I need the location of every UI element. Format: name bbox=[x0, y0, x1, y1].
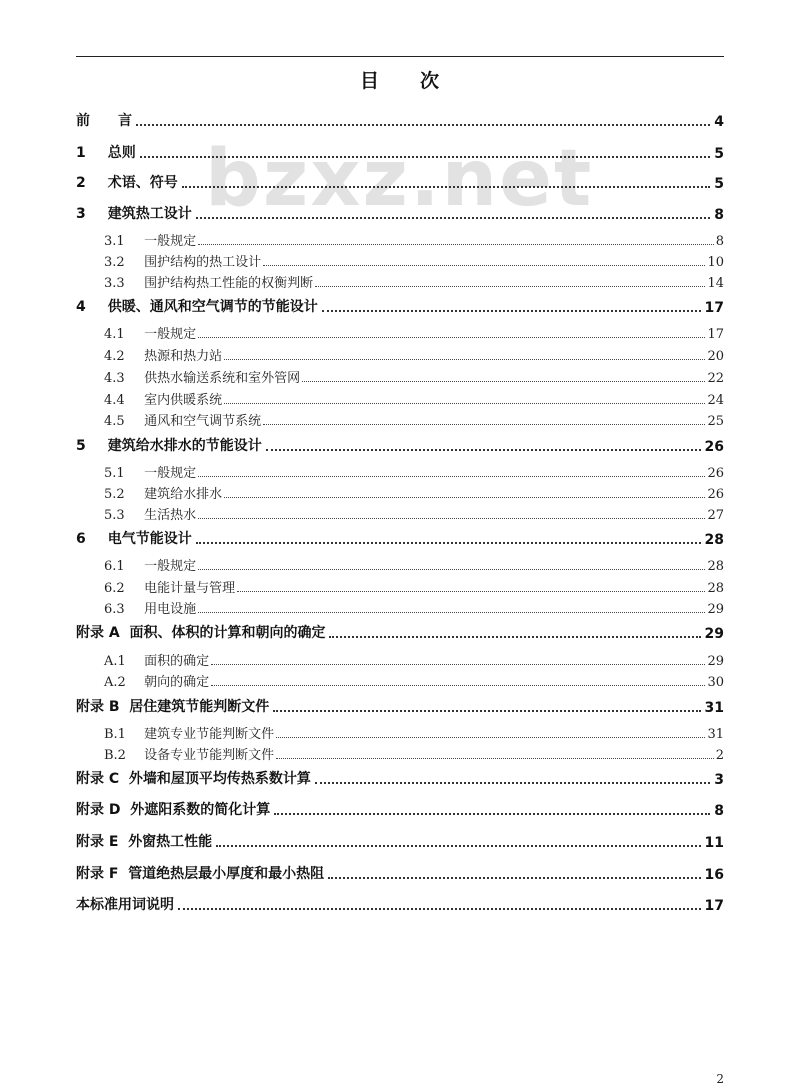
toc-page-number: 29 bbox=[707, 602, 724, 617]
toc-page-number: 8 bbox=[714, 207, 724, 223]
toc-entry-label: 一般规定 bbox=[144, 466, 197, 481]
toc-subentry bbox=[104, 597, 724, 617]
toc-entry-number: 6.3 bbox=[104, 602, 125, 617]
toc-entry-label: 围护结构热工性能的权衡判断 bbox=[144, 276, 314, 291]
toc-page-number: 26 bbox=[704, 439, 724, 455]
toc-subentry bbox=[104, 576, 724, 596]
toc-entry-title bbox=[104, 671, 209, 690]
toc-entry-number: 3 bbox=[76, 206, 86, 222]
toc-page-number: 14 bbox=[707, 276, 724, 291]
toc-entry-title bbox=[104, 272, 313, 291]
toc-entry-label: 本标准用词说明 bbox=[76, 897, 174, 913]
toc-page-number: 29 bbox=[707, 654, 724, 669]
toc-entry-number: 4.5 bbox=[104, 414, 125, 429]
toc-entry bbox=[76, 172, 724, 192]
toc-leader-dots bbox=[216, 845, 700, 847]
toc-entry-title bbox=[76, 172, 178, 192]
toc-entry-number: 6.1 bbox=[104, 559, 125, 574]
toc-entry-label: 一般规定 bbox=[144, 234, 197, 249]
toc-leader-dots bbox=[211, 664, 705, 665]
toc-entry-title bbox=[104, 462, 196, 481]
toc-subentry bbox=[104, 743, 724, 763]
toc-leader-dots bbox=[198, 337, 705, 338]
toc-entry bbox=[76, 768, 724, 788]
toc-page-number: 3 bbox=[714, 772, 724, 788]
toc-leader-dots bbox=[198, 518, 705, 519]
toc-subentry bbox=[104, 271, 724, 291]
toc-page-number: 24 bbox=[707, 393, 724, 408]
toc-subentry bbox=[104, 409, 724, 429]
toc-entry-label: 建筑给水排水的节能设计 bbox=[107, 438, 262, 454]
toc-entry-label: 前 言 bbox=[76, 113, 132, 129]
toc-subentry bbox=[104, 649, 724, 669]
toc-entry-label: 室内供暖系统 bbox=[144, 393, 223, 408]
toc-entry bbox=[76, 435, 724, 455]
toc-subentry bbox=[104, 366, 724, 386]
toc-entry-label: 术语、符号 bbox=[107, 175, 178, 191]
toc-page-number: 17 bbox=[704, 300, 724, 316]
toc-entry-label: 建筑给水排水 bbox=[144, 487, 223, 502]
toc-entry-number: 3.2 bbox=[104, 255, 125, 270]
toc-leader-dots bbox=[302, 381, 705, 382]
toc-leader-dots bbox=[266, 449, 701, 451]
toc-subentry bbox=[104, 250, 724, 270]
toc-subentry bbox=[104, 229, 724, 249]
toc-entry-number: 5.3 bbox=[104, 508, 125, 523]
toc-page-number: 29 bbox=[704, 626, 724, 642]
toc-page-number: 26 bbox=[707, 487, 724, 502]
toc-page-number: 28 bbox=[707, 559, 724, 574]
toc-entry-title bbox=[76, 110, 132, 130]
toc-entry-label: 热源和热力站 bbox=[144, 349, 223, 364]
toc-leader-dots bbox=[315, 286, 705, 287]
toc-entry-title bbox=[76, 142, 136, 162]
toc-entry-number: 附录 E bbox=[76, 834, 119, 850]
toc-entry-number: 附录 B bbox=[76, 699, 120, 715]
toc-entry-title bbox=[76, 435, 262, 455]
toc-entry-number: 4 bbox=[76, 299, 86, 315]
toc-page-number: 5 bbox=[714, 146, 724, 162]
toc-entry bbox=[76, 831, 724, 851]
toc-entry-title bbox=[104, 555, 196, 574]
toc-entry-title bbox=[104, 744, 274, 763]
toc-entry-title bbox=[104, 323, 196, 342]
toc-leader-dots bbox=[237, 591, 705, 592]
toc-entry-title bbox=[76, 203, 192, 223]
toc-entry bbox=[76, 203, 724, 223]
toc-entry-label: 用电设施 bbox=[144, 602, 197, 617]
toc-page-number: 11 bbox=[704, 835, 724, 851]
toc-page-number: 17 bbox=[707, 327, 724, 342]
toc-entry-title bbox=[76, 894, 174, 914]
toc-leader-dots bbox=[273, 710, 700, 712]
toc-entry-number: 3.3 bbox=[104, 276, 125, 291]
toc-page-number: 20 bbox=[707, 349, 724, 364]
toc-entry-title bbox=[104, 389, 222, 408]
toc-entry-title bbox=[76, 696, 269, 716]
toc-leader-dots bbox=[140, 156, 711, 158]
toc-page-number: 31 bbox=[707, 727, 724, 742]
toc-leader-dots bbox=[328, 877, 700, 879]
toc-page-number: 10 bbox=[707, 255, 724, 270]
toc-entry-label: 建筑热工设计 bbox=[107, 206, 192, 222]
toc-entry-number: A.2 bbox=[104, 675, 126, 690]
toc-leader-dots bbox=[198, 244, 714, 245]
toc-entry-number: 附录 F bbox=[76, 866, 119, 882]
toc-entry bbox=[76, 528, 724, 548]
page-number: 2 bbox=[716, 1072, 724, 1086]
toc-page-number: 31 bbox=[704, 700, 724, 716]
toc-entry-title bbox=[76, 622, 325, 642]
toc-entry-label: 供暖、通风和空气调节的节能设计 bbox=[107, 299, 318, 315]
toc-entry bbox=[76, 110, 724, 130]
toc-leader-dots bbox=[198, 569, 705, 570]
toc-entry-label: 外遮阳系数的简化计算 bbox=[130, 802, 271, 818]
toc-entry-label: 设备专业节能判断文件 bbox=[144, 748, 275, 763]
toc-entry-title bbox=[104, 483, 222, 502]
toc-leader-dots bbox=[274, 813, 710, 815]
toc-entry-title bbox=[104, 577, 235, 596]
toc-entry-label: 电气节能设计 bbox=[107, 531, 192, 547]
toc-page-number: 16 bbox=[704, 867, 724, 883]
toc-entry-title bbox=[104, 345, 222, 364]
toc-leader-dots bbox=[276, 758, 714, 759]
toc-entry-number: B.1 bbox=[104, 727, 126, 742]
toc-leader-dots bbox=[276, 737, 705, 738]
toc-page-number: 5 bbox=[714, 176, 724, 192]
toc-entry-number: 5.2 bbox=[104, 487, 125, 502]
toc-entry-label: 通风和空气调节系统 bbox=[144, 414, 262, 429]
toc-entry bbox=[76, 894, 724, 914]
toc-entry-label: 电能计量与管理 bbox=[144, 581, 236, 596]
page-title-left: 目 bbox=[359, 70, 380, 92]
toc-subentry bbox=[104, 388, 724, 408]
toc-entry-number: 附录 D bbox=[76, 802, 121, 818]
toc-entry-title bbox=[104, 230, 196, 249]
toc-entry-title bbox=[104, 367, 300, 386]
toc-entry bbox=[76, 696, 724, 716]
toc-entry-title bbox=[76, 768, 311, 788]
toc-entry-number: 4.1 bbox=[104, 327, 125, 342]
toc-entry-number: 5 bbox=[76, 438, 86, 454]
toc-entry-label: 建筑专业节能判断文件 bbox=[144, 727, 275, 742]
toc-entry-title bbox=[104, 251, 261, 270]
toc-entry-title bbox=[76, 799, 270, 819]
toc-page-number: 28 bbox=[704, 532, 724, 548]
page-title bbox=[0, 66, 800, 93]
toc-entry-title bbox=[104, 723, 274, 742]
toc-subentry bbox=[104, 554, 724, 574]
toc-page-number: 8 bbox=[714, 803, 724, 819]
toc-page-number: 30 bbox=[707, 675, 724, 690]
toc-entry-label: 管道绝热层最小厚度和最小热阻 bbox=[128, 866, 325, 882]
toc-entry-number: A.1 bbox=[104, 654, 126, 669]
toc-leader-dots bbox=[315, 782, 710, 784]
toc-entry bbox=[76, 863, 724, 883]
toc-entry-number: 附录 C bbox=[76, 771, 120, 787]
toc-subentry bbox=[104, 503, 724, 523]
toc-entry-label: 一般规定 bbox=[144, 327, 197, 342]
page-title-right: 次 bbox=[420, 70, 441, 92]
toc-entry-label: 围护结构的热工设计 bbox=[144, 255, 262, 270]
toc-subentry bbox=[104, 722, 724, 742]
watermark: bzxz.net bbox=[205, 134, 594, 224]
toc-leader-dots bbox=[136, 124, 710, 126]
toc-subentry bbox=[104, 461, 724, 481]
toc-entry-number: 6.2 bbox=[104, 581, 125, 596]
toc-leader-dots bbox=[263, 424, 705, 425]
toc-leader-dots bbox=[322, 310, 701, 312]
toc-leader-dots bbox=[198, 612, 705, 613]
toc-entry-label: 面积、体积的计算和朝向的确定 bbox=[129, 625, 326, 641]
toc-entry-number: 4.3 bbox=[104, 371, 125, 386]
toc-entry bbox=[76, 622, 724, 642]
toc-leader-dots bbox=[224, 403, 705, 404]
toc-entry-title bbox=[104, 650, 209, 669]
toc-leader-dots bbox=[224, 359, 705, 360]
toc-leader-dots bbox=[196, 542, 701, 544]
toc-leader-dots bbox=[263, 265, 705, 266]
toc-page-number: 8 bbox=[715, 234, 724, 249]
toc-entry-title bbox=[76, 863, 324, 883]
toc-leader-dots bbox=[329, 636, 700, 638]
toc-entry bbox=[76, 296, 724, 316]
toc-entry-label: 一般规定 bbox=[144, 559, 197, 574]
toc-leader-dots bbox=[211, 685, 705, 686]
toc-entry-label: 朝向的确定 bbox=[144, 675, 210, 690]
toc-leader-dots bbox=[198, 476, 705, 477]
toc-entry-number: 2 bbox=[76, 175, 86, 191]
toc-entry-number: 6 bbox=[76, 531, 86, 547]
toc-entry-title bbox=[76, 528, 192, 548]
header-rule bbox=[76, 56, 724, 57]
toc-leader-dots bbox=[178, 908, 701, 910]
toc-entry-title bbox=[76, 296, 318, 316]
toc-entry-title bbox=[76, 831, 212, 851]
toc-entry-number: 5.1 bbox=[104, 466, 125, 481]
toc-leader-dots bbox=[182, 186, 711, 188]
toc-entry-title bbox=[104, 410, 261, 429]
toc-page-number: 22 bbox=[707, 371, 724, 386]
toc-entry-label: 居住建筑节能判断文件 bbox=[129, 699, 270, 715]
toc-subentry bbox=[104, 482, 724, 502]
toc-entry-number: 4.2 bbox=[104, 349, 125, 364]
toc-entry-number: 3.1 bbox=[104, 234, 125, 249]
toc-entry-label: 外墙和屋顶平均传热系数计算 bbox=[128, 771, 311, 787]
toc-subentry bbox=[104, 670, 724, 690]
toc-entry-number: 附录 A bbox=[76, 625, 120, 641]
toc-entry bbox=[76, 799, 724, 819]
toc-page-number: 26 bbox=[707, 466, 724, 481]
toc-page-number: 27 bbox=[707, 508, 724, 523]
toc-leader-dots bbox=[224, 497, 705, 498]
toc-page-number: 28 bbox=[707, 581, 724, 596]
toc-page-number: 17 bbox=[704, 898, 724, 914]
toc-subentry bbox=[104, 322, 724, 342]
toc-entry-number: 4.4 bbox=[104, 393, 125, 408]
toc-entry-title bbox=[104, 598, 196, 617]
toc-subentry bbox=[104, 344, 724, 364]
toc-page-number: 4 bbox=[714, 114, 724, 130]
toc-entry-label: 外窗热工性能 bbox=[128, 834, 213, 850]
toc-entry-title bbox=[104, 504, 196, 523]
toc-entry-number: 1 bbox=[76, 145, 86, 161]
toc-page-number: 2 bbox=[715, 748, 724, 763]
toc-entry bbox=[76, 142, 724, 162]
toc-entry-label: 供热水输送系统和室外管网 bbox=[144, 371, 301, 386]
toc-entry-label: 总则 bbox=[107, 145, 136, 161]
toc-leader-dots bbox=[196, 217, 711, 219]
toc-entry-label: 生活热水 bbox=[144, 508, 197, 523]
toc-page-number: 25 bbox=[707, 414, 724, 429]
toc-entry-number: B.2 bbox=[104, 748, 126, 763]
toc-entry-label: 面积的确定 bbox=[144, 654, 210, 669]
